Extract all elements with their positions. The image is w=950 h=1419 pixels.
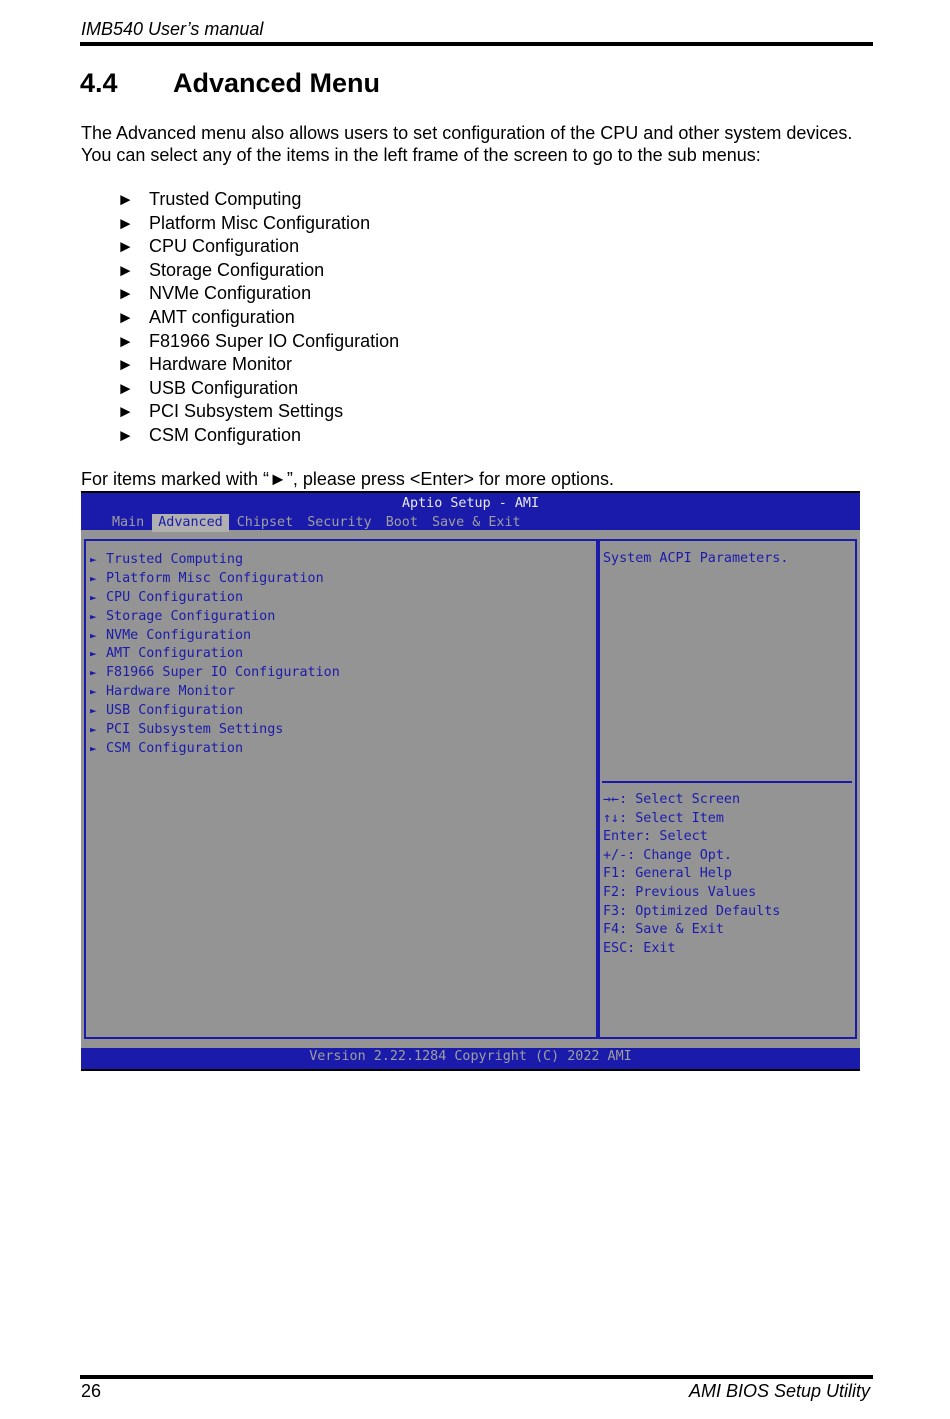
list-item xyxy=(117,282,399,306)
list-item-label: NVMe Configuration xyxy=(149,283,312,304)
submenu-arrow-icon: ► xyxy=(90,628,97,642)
bios-item-label: PCI Subsystem Settings xyxy=(106,722,284,738)
bios-item-label: NVMe Configuration xyxy=(106,627,252,643)
list-item-label: Storage Configuration xyxy=(149,259,325,280)
bios-item-pci[interactable] xyxy=(90,721,340,740)
section-heading xyxy=(80,68,380,99)
bios-item-label: CPU Configuration xyxy=(106,589,244,605)
bios-item-label: Platform Misc Configuration xyxy=(106,570,324,586)
header-rule xyxy=(80,42,873,46)
bios-footer-bar xyxy=(81,1048,860,1071)
intro-line-1: The Advanced menu also allows users to set configuration of the CPU and other system devices. xyxy=(81,123,853,143)
section-title: Advanced Menu xyxy=(173,68,381,98)
menu-list xyxy=(117,188,399,448)
bullet-arrow-icon: ► xyxy=(117,355,134,375)
list-item xyxy=(117,424,399,448)
bios-key-legend xyxy=(603,791,780,958)
bios-item-platform-misc[interactable] xyxy=(90,570,340,589)
key-hint: F2: Previous Values xyxy=(603,884,757,900)
list-item xyxy=(117,259,399,283)
bios-help-text: System ACPI Parameters. xyxy=(603,551,789,566)
bios-item-label: USB Configuration xyxy=(106,703,244,719)
bios-item-label: CSM Configuration xyxy=(106,740,244,756)
bios-title: Aptio Setup - AMI xyxy=(401,496,540,511)
note-text: For items marked with “►”, please press <Enter> for more options. xyxy=(81,469,615,489)
list-item xyxy=(117,212,399,236)
bullet-arrow-icon: ► xyxy=(117,378,134,398)
bios-item-usb[interactable] xyxy=(90,702,340,721)
key-hint: +/-: Change Opt. xyxy=(603,847,732,863)
submenu-arrow-icon: ► xyxy=(90,666,97,680)
list-item-label: AMT configuration xyxy=(149,306,295,327)
submenu-arrow-icon: ► xyxy=(90,685,97,699)
bullet-arrow-icon: ► xyxy=(117,425,134,445)
section-number: 4.4 xyxy=(80,68,118,98)
bios-menu-items xyxy=(90,551,340,759)
key-hint: Enter: Select xyxy=(603,829,708,845)
key-hint: F3: Optimized Defaults xyxy=(603,903,781,919)
tab-boot[interactable]: Boot xyxy=(385,515,418,530)
bios-screenshot xyxy=(81,491,860,1071)
bios-right-pane xyxy=(598,539,857,1039)
key-hint: F1: General Help xyxy=(603,866,732,882)
bios-item-trusted-computing[interactable] xyxy=(90,551,340,570)
list-item xyxy=(117,306,399,330)
bios-item-label: AMT Configuration xyxy=(106,646,244,662)
key-hint: →←: Select Screen xyxy=(603,792,741,807)
intro-text xyxy=(81,122,881,166)
list-item-label: USB Configuration xyxy=(149,377,299,398)
list-item-label: Hardware Monitor xyxy=(149,354,293,375)
submenu-arrow-icon: ► xyxy=(90,647,97,661)
bullet-arrow-icon: ► xyxy=(117,402,134,422)
list-item-label: F81966 Super IO Configuration xyxy=(149,330,400,351)
submenu-arrow-icon: ► xyxy=(90,609,97,623)
submenu-arrow-icon: ► xyxy=(90,741,97,755)
submenu-arrow-icon: ► xyxy=(90,571,97,585)
list-item xyxy=(117,377,399,401)
intro-line-2: You can select any of the items in the left frame of the screen to go to the sub menus: xyxy=(81,145,761,165)
tab-main[interactable]: Main xyxy=(112,515,145,530)
bios-item-label: F81966 Super IO Configuration xyxy=(106,665,340,681)
footer-title: AMI BIOS Setup Utility xyxy=(688,1381,870,1401)
tab-chipset[interactable]: Chipset xyxy=(236,515,294,530)
key-hint: F4: Save & Exit xyxy=(603,922,724,938)
list-item-label: Platform Misc Configuration xyxy=(149,212,371,233)
list-item xyxy=(117,400,399,424)
list-item xyxy=(117,353,399,377)
submenu-arrow-icon: ► xyxy=(90,704,97,718)
bullet-arrow-icon: ► xyxy=(117,260,134,280)
list-item-label: Trusted Computing xyxy=(149,189,302,209)
bios-item-hardware-monitor[interactable] xyxy=(90,683,340,702)
bullet-arrow-icon: ► xyxy=(117,190,134,209)
bios-tab-bar xyxy=(106,514,529,532)
list-item xyxy=(117,330,399,354)
bios-item-label: Hardware Monitor xyxy=(106,684,235,700)
footer-rule xyxy=(80,1375,873,1379)
bios-left-pane xyxy=(84,539,598,1039)
bullet-arrow-icon: ► xyxy=(117,331,134,351)
bios-item-storage[interactable] xyxy=(90,608,340,627)
page-number: 26 xyxy=(81,1381,102,1401)
list-item xyxy=(117,235,399,259)
tab-security[interactable]: Security xyxy=(307,515,372,530)
bios-item-label: Storage Configuration xyxy=(106,608,276,624)
list-item-label: PCI Subsystem Settings xyxy=(149,401,344,422)
bios-item-label: Trusted Computing xyxy=(106,552,244,567)
bullet-arrow-icon: ► xyxy=(117,213,134,233)
list-item-label: CSM Configuration xyxy=(149,424,302,445)
bullet-arrow-icon: ► xyxy=(117,237,134,257)
bios-version: Version 2.22.1284 Copyright (C) 2022 AMI xyxy=(309,1049,632,1064)
bullet-arrow-icon: ► xyxy=(117,307,134,327)
submenu-arrow-icon: ► xyxy=(90,553,97,566)
tab-save-exit[interactable]: Save & Exit xyxy=(431,515,521,530)
bios-item-super-io[interactable] xyxy=(90,664,340,683)
bullet-arrow-icon: ► xyxy=(117,284,134,304)
submenu-arrow-icon: ► xyxy=(90,590,97,604)
bios-item-nvme[interactable] xyxy=(90,627,340,646)
key-hint: ↑↓: Select Item xyxy=(603,810,724,826)
list-item xyxy=(117,188,399,212)
tab-advanced[interactable]: Advanced xyxy=(152,514,229,532)
header-title: IMB540 User’s manual xyxy=(81,19,264,39)
bios-item-amt[interactable] xyxy=(90,645,340,664)
list-item-label: CPU Configuration xyxy=(149,236,300,257)
bios-help-divider xyxy=(602,781,852,783)
key-hint: ESC: Exit xyxy=(603,940,676,956)
bios-top-bar xyxy=(81,491,860,530)
bios-item-csm[interactable] xyxy=(90,740,340,759)
submenu-arrow-icon: ► xyxy=(90,723,97,737)
bios-item-cpu[interactable] xyxy=(90,589,340,608)
